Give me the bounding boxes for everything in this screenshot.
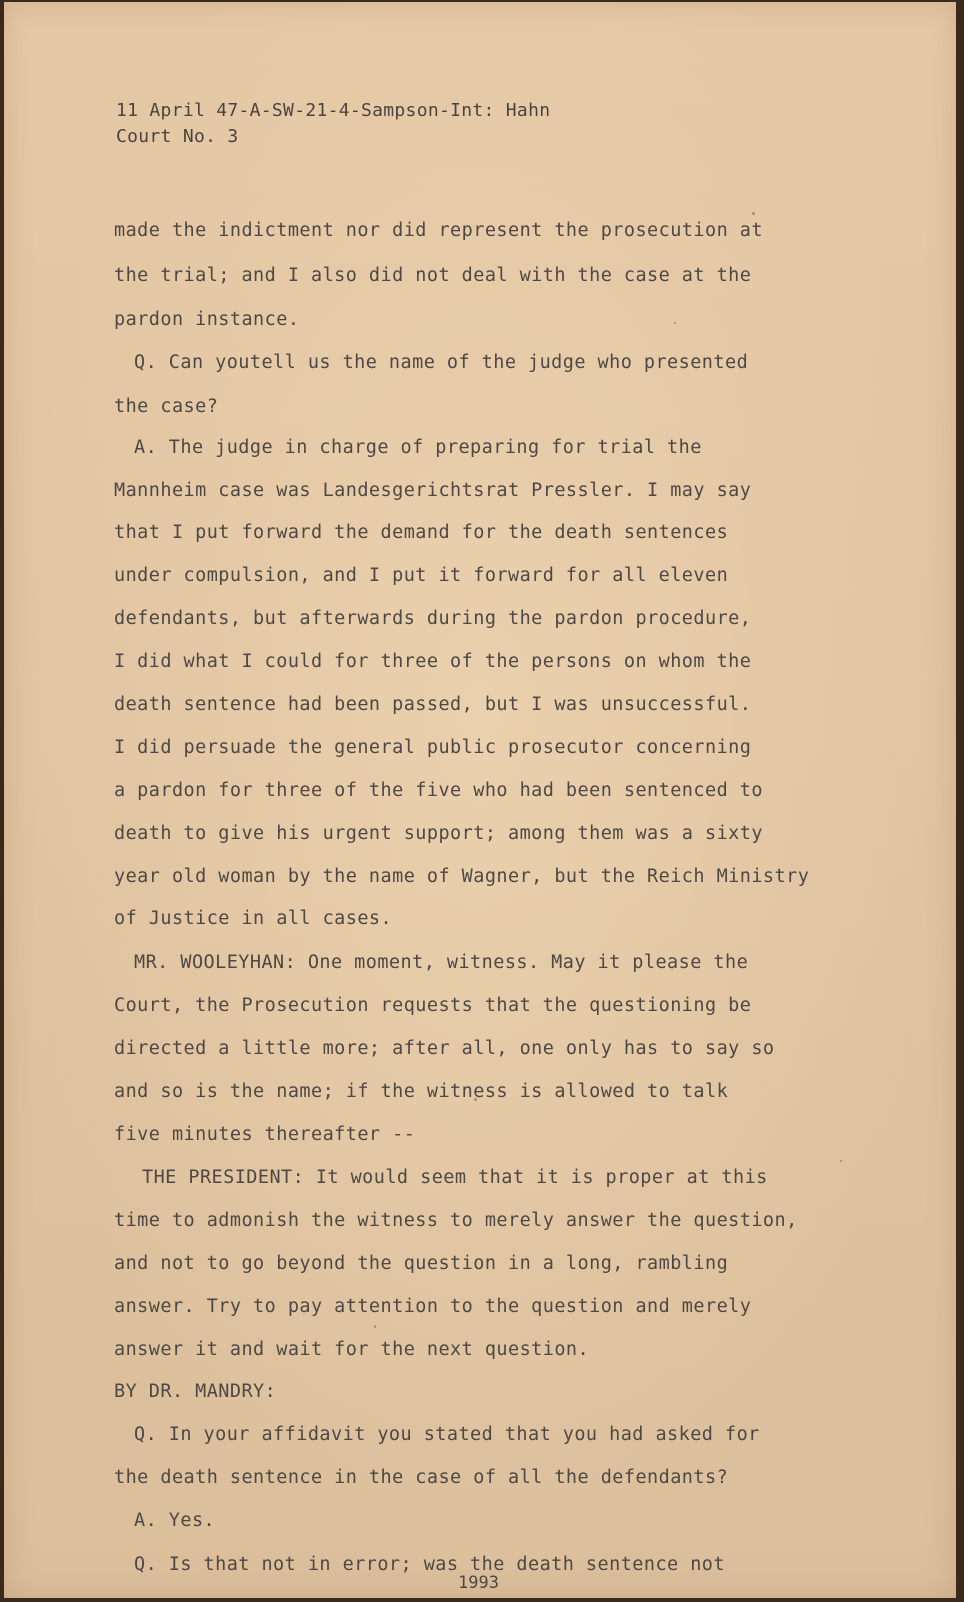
body-line: defendants, but afterwards during the pardon procedure, <box>114 608 752 629</box>
body-line: I did persuade the general public prosecutor concerning <box>114 737 752 758</box>
body-line: made the indictment nor did represent the prosecution at <box>114 220 763 241</box>
paper-speck <box>374 1325 376 1328</box>
body-line: answer it and wait for the next question. <box>114 1339 590 1360</box>
paper-speck <box>840 1160 842 1162</box>
header-reference-line: 11 April 47-A-SW-21-4-Sampson-Int: Hahn <box>116 100 551 121</box>
body-line: that I put forward the demand for the death sentences <box>114 522 729 543</box>
body-line: pardon instance. <box>114 309 300 330</box>
body-line: Q. Is that not in error; was the death sentence not <box>134 1554 725 1575</box>
body-line: and not to go beyond the question in a long, rambling <box>114 1253 729 1274</box>
body-line: time to admonish the witness to merely answer the question, <box>114 1210 798 1231</box>
body-line: year old woman by the name of Wagner, but the Reich Ministry <box>114 866 810 887</box>
body-line: A. Yes. <box>134 1510 216 1531</box>
body-line: directed a little more; after all, one only has to say so <box>114 1038 775 1059</box>
body-line: a pardon for three of the five who had been sentenced to <box>114 780 763 801</box>
body-line: Court, the Prosecution requests that the questioning be <box>114 995 752 1016</box>
body-line: A. The judge in charge of preparing for trial the <box>134 437 702 458</box>
paper-speck <box>474 1098 477 1101</box>
document-page <box>4 2 956 1598</box>
body-line: answer. Try to pay attention to the question and merely <box>114 1296 752 1317</box>
body-line: Q. In your affidavit you stated that you had asked for <box>134 1424 760 1445</box>
paper-speck <box>752 212 755 215</box>
body-line: the death sentence in the case of all the defendants? <box>114 1467 729 1488</box>
body-line: MR. WOOLEYHAN: One moment, witness. May it please the <box>134 952 749 973</box>
body-line: Q. Can youtell us the name of the judge who presented <box>134 352 749 373</box>
body-line: the trial; and I also did not deal with the case at the <box>114 265 752 286</box>
body-line: THE PRESIDENT: It would seem that it is proper at this <box>142 1167 768 1188</box>
body-line: and so is the name; if the witness is allowed to talk <box>114 1081 729 1102</box>
body-line: I did what I could for three of the persons on whom the <box>114 651 752 672</box>
body-line: death sentence had been passed, but I was unsuccessful. <box>114 694 752 715</box>
body-line: of Justice in all cases. <box>114 908 393 929</box>
body-line: under compulsion, and I put it forward for all eleven <box>114 565 729 586</box>
body-line: BY DR. MANDRY: <box>114 1381 277 1402</box>
body-line: death to give his urgent support; among them was a sixty <box>114 823 763 844</box>
body-line: the case? <box>114 396 219 417</box>
body-line: Mannheim case was Landesgerichtsrat Pressler. I may say <box>114 480 752 501</box>
body-line: five minutes thereafter -- <box>114 1124 416 1145</box>
page-number: 1993 <box>458 1573 499 1593</box>
header-court-line: Court No. 3 <box>116 126 239 147</box>
paper-speck <box>674 322 676 324</box>
